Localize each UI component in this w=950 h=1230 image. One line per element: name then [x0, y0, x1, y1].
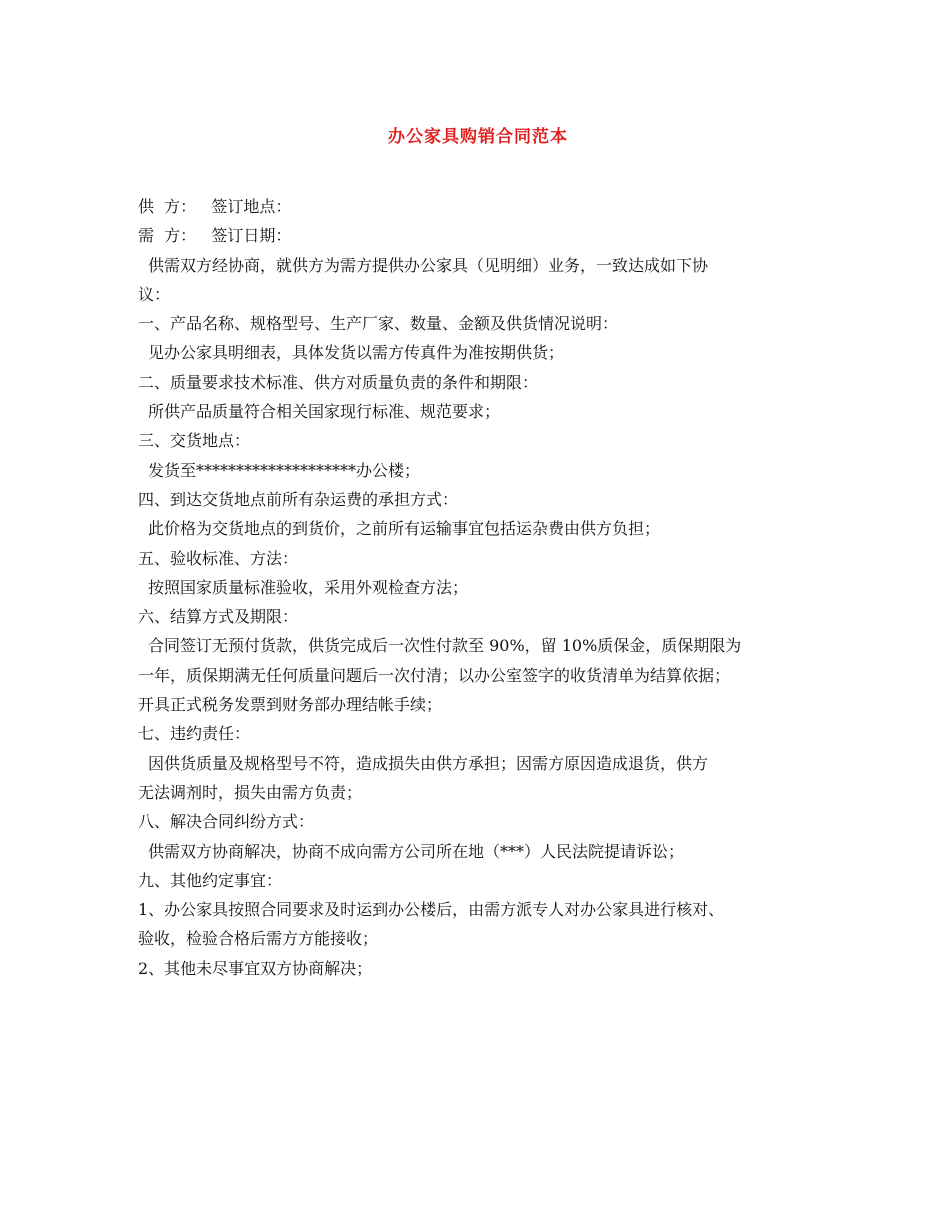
document-line: 发货至********************办公楼；	[148, 460, 421, 480]
document-line: 因供货质量及规格型号不符，造成损失由供方承担；因需方原因造成退货，供方	[148, 753, 709, 773]
document-line: 供需双方经协商，就供方为需方提供办公家具（见明细）业务，一致达成如下协	[148, 255, 709, 275]
document-line: 九、其他约定事宜：	[138, 870, 283, 890]
document-line: 六、结算方式及期限：	[138, 607, 299, 627]
document-line: 一年，质保期满无任何质量问题后一次付清；以办公室签字的收货清单为结算依据；	[138, 665, 731, 685]
document-line: 议：	[138, 284, 171, 304]
document-line: 1、办公家具按照合同要求及时运到办公楼后，由需方派专人对办公家具进行核对、	[138, 900, 725, 920]
document-line: 二、质量要求技术标准、供方对质量负责的条件和期限：	[138, 372, 539, 392]
document-line: 三、交货地点：	[138, 431, 251, 451]
document-line: 所供产品质量符合相关国家现行标准、规范要求；	[148, 402, 501, 422]
document-line: 八、解决合同纠纷方式：	[138, 812, 315, 832]
document-line: 见办公家具明细表，具体发货以需方传真件为准按期供货；	[148, 343, 565, 363]
document-line: 按照国家质量标准验收，采用外观检查方法；	[148, 577, 469, 597]
document-line: 七、违约责任：	[138, 724, 251, 744]
document-line: 无法调剂时，损失由需方负责；	[138, 782, 363, 802]
document-line: 此价格为交货地点的到货价，之前所有运输事宜包括运杂费由供方负担；	[148, 519, 661, 539]
document-line: 需 方： 签订日期：	[138, 226, 292, 246]
document-body	[138, 192, 818, 983]
document-line: 五、验收标准、方法：	[138, 548, 299, 568]
document-line: 开具正式税务发票到财务部办理结帐手续；	[138, 695, 443, 715]
document-line: 合同签订无预付货款，供货完成后一次性付款至 90%，留 10%质保金，质保期限为	[148, 636, 742, 656]
document-line: 一、产品名称、规格型号、生产厂家、数量、金额及供货情况说明：	[138, 314, 619, 334]
document-line: 2、其他未尽事宜双方协商解决；	[138, 958, 373, 978]
document-line: 验收，检验合格后需方方能接收；	[138, 929, 379, 949]
document-title: 办公家具购销合同范本	[388, 127, 568, 147]
document-line: 供 方： 签订地点：	[138, 197, 292, 216]
document-line: 供需双方协商解决，协商不成向需方公司所在地（***）人民法院提请诉讼；	[148, 841, 685, 861]
document-line: 四、到达交货地点前所有杂运费的承担方式：	[138, 489, 459, 509]
